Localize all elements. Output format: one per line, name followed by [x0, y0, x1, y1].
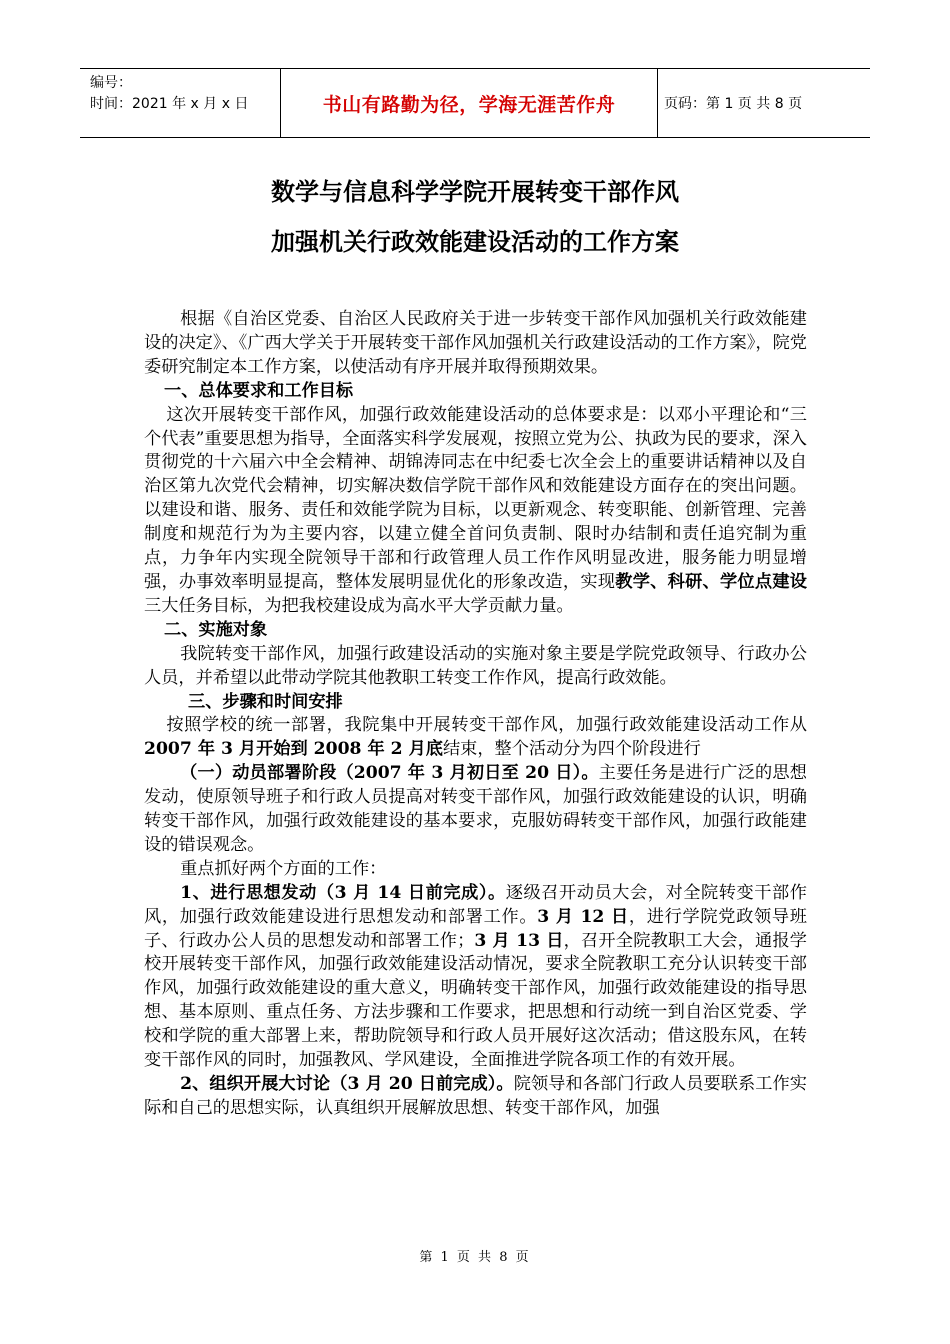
- item2-text: 院领导和各部门行政人员要联系工作实际和自己的思想实际，认真组织开展解放思想、转变干部作风，加强: [144, 1074, 807, 1118]
- header-motto: 书山有路勤为径，学海无涯苦作舟: [281, 69, 658, 137]
- section1-text-a: 这次开展转变干部作风，加强行政效能建设活动的总体要求是：以邓小平理论和“三个代表”重要思想为指导，全面落实科学发展观，按照立党为公、执政为民的要求，深入贯彻党的十六届六中全会精神、胡锦涛同志在中纪委七次全会上的重要讲话精神以及自治区第九次党代会精神，切实解决数信学院干部作风和效能建设方面存在的突出问题。以建设和谐、服务、责任和效能学院为目标，以更新观念、转变职能、创新管理、完善制度和规范行为为主要内容，以建立健全首问负责制、限时办结制和责任追究制为重点，力争年内实现全院领导干部和行政管理人员工作作风明显改进，服务能力明显增强，办事效率明显提高，整体发展明显优化的形象改造，实现: [144, 404, 807, 592]
- item2-heading: 2、组织开展大讨论（3 月 20 日前完成）。: [180, 1074, 514, 1094]
- item2-paragraph: [144, 1073, 807, 1121]
- phase1-paragraph: [144, 762, 807, 858]
- section1-heading: 一、总体要求和工作目标: [164, 380, 354, 401]
- section3-paragraph: [144, 714, 807, 762]
- section1-text-bold: 教学、科研、学位点建设: [615, 571, 807, 592]
- item1-text-c: ，召开全院教职工大会，通报学校开展转变干部作风，加强行政效能建设活动情况，要求全院教职工充分认识转变干部作风，加强行政效能建设的重大意义，明确转变干部作风，加强行政效能建设的指导思想、基本原则、重点任务、方法步骤和工作要求，把思想和行动统一到自治区党委、学校和学院的重大部署上来，帮助院领导和行政人员开展好这次活动；借这股东风，在转变干部作风的同时，加强教风、学风建设，全面推进学院各项工作的有效开展。: [144, 930, 807, 1071]
- document-title-line2: 加强机关行政效能建设活动的工作方案: [271, 228, 679, 256]
- section3-text-b: 结束，整个活动分为四个阶段进行: [442, 739, 701, 760]
- time-label: 时间：2021 年 x 月 x 日: [90, 96, 249, 112]
- focus-paragraph: 重点抓好两个方面的工作：: [180, 858, 387, 879]
- document-title-line1: 数学与信息科学学院开展转变干部作风: [271, 178, 679, 206]
- intro-paragraph: 根据《自治区党委、自治区人民政府关于进一步转变干部作风加强机关行政效能建设的决定》、《广西大学关于开展转变干部作风加强机关行政建设活动的工作方案》，院党委研究制定本工作方案，以使活动有序开展并取得预期效果。: [144, 309, 807, 377]
- number-label: 编号：: [90, 75, 132, 91]
- section3-text-a: 按照学校的统一部署，我院集中开展转变干部作风，加强行政效能建设活动工作从: [166, 715, 807, 736]
- section3-text-bold: 2007 年 3 月开始到 2008 年 2 月底: [144, 739, 443, 760]
- page-header: [80, 68, 870, 138]
- item1-date1: 3 月 12 日: [537, 906, 629, 927]
- header-page-info: 页码：第 1 页 共 8 页: [664, 96, 803, 112]
- section2-heading: 二、实施对象: [164, 619, 268, 640]
- phase1-text: 主要任务是进行广泛的思想发动，使原领导班子和行政人员提高对转变干部作风，加强行政效能建设的认识，明确转变干部作风，加强行政效能建设的基本要求，克服妨碍转变干部作风，加强行政能建设的错误观念。: [144, 763, 807, 855]
- item1-text-a: 逐级召开动员大会，对全院转变干部作风，加强行政效能建设进行思想发动和部署工作。: [144, 882, 807, 927]
- page-footer: 第 1 页 共 8 页: [419, 1250, 531, 1265]
- phase1-heading: （一）动员部署阶段（2007 年 3 月初日至 20 日）。: [180, 763, 599, 784]
- section3-heading: 三、步骤和时间安排: [188, 691, 343, 712]
- item1-date2: 3 月 13 日: [474, 930, 564, 951]
- item1-text-b: ，进行学院党政领导班子、行政办公人员的思想发动和部署工作；: [144, 906, 807, 951]
- section2-paragraph: 我院转变干部作风，加强行政建设活动的实施对象主要是学院党政领导、行政办公人员，并希望以此带动学院其他教职工转变工作作风，提高行政效能。: [144, 643, 807, 688]
- item1-paragraph: [144, 882, 807, 1073]
- header-meta: [80, 69, 281, 137]
- item1-heading: 1、进行思想发动（3 月 14 日前完成）。: [180, 882, 506, 903]
- document-body: [144, 308, 807, 1121]
- section1-text-b: 三大任务目标，为把我校建设成为高水平大学贡献力量。: [144, 595, 574, 616]
- section1-paragraph: [144, 404, 807, 619]
